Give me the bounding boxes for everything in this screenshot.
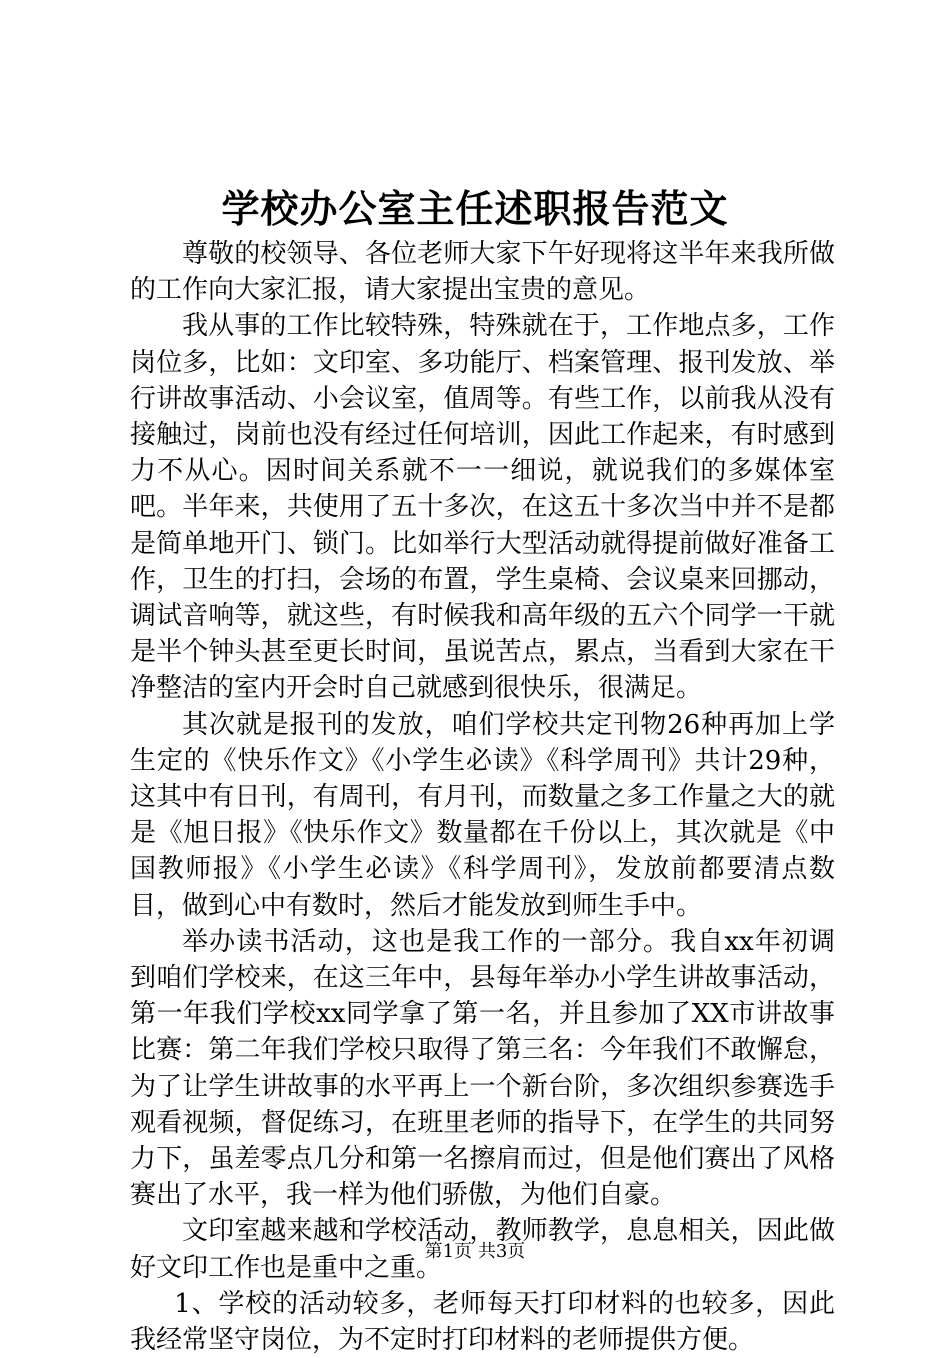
document-body (130, 236, 835, 1358)
paragraph-newspaper-distribution: 其次就是报刊的发放，咱们学校共定刊物26种再加上学生定的《快乐作文》《小学生必读》《科学周刊》共计29种，这其中有日刊，有周刊，有月刊，而数量之多工作量之大的就是《旭日报》《快乐作文》数量都在千份以上，其次就是《中国教师报》《小学生必读》《科学周刊》，发放前都要清点数目，做到心中有数时，然后才能发放到师生手中。 (130, 709, 835, 921)
document-title: 学校办公室主任述职报告范文 (221, 186, 729, 231)
paragraph-work-overview: 我从事的工作比较特殊，特殊就在于，工作地点多，工作岗位多，比如：文印室、多功能厅、档案管理、报刊发放、举行讲故事活动、小会议室，值周等。有些工作，以前我从没有接触过，岗前也没有经过任何培训，因此工作起来，有时感到力不从心。因时间关系就不一一细说，就说我们的多媒体室吧。半年来，共使用了五十多次，在这五十多次当中并不是都是简单地开门、锁门。比如举行大型活动就得提前做好准备工作，卫生的打扫，会场的布置，学生桌椅、会议桌来回挪动，调试音响等，就这些，有时候我和高年级的五六个同学一干就是半个钟头甚至更长时间，虽说苦点，累点，当看到大家在干净整洁的室内开会时自己就感到很快乐，很满足。 (130, 311, 835, 704)
page-footer: 第1页 共3页 (424, 1241, 526, 1262)
paragraph-reading-activities: 举办读书活动，这也是我工作的一部分。我自xx年初调到咱们学校来，在这三年中，县每年举办小学生讲故事活动，第一年我们学校xx同学拿了第一名，并且参加了XX市讲故事比赛：第二年我们学校只取得了第三名：今年我们不敢懈怠，为了让学生讲故事的水平再上一个新台阶，多次组织参赛选手观看视频，督促练习，在班里老师的指导下，在学生的共同努力下，虽差零点几分和第一名擦肩而过，但是他们赛出了风格赛出了水平，我一样为他们骄傲，为他们自豪。 (130, 926, 835, 1211)
paragraph-item-1: 1、学校的活动较多，老师每天打印材料的也较多，因此我经常坚守岗位，为不定时打印材料的老师提供方便。 (130, 1288, 835, 1356)
paragraph-greeting: 尊敬的校领导、各位老师大家下午好现将这半年来我所做的工作向大家汇报，请大家提出宝贵的意见。 (130, 239, 835, 306)
paragraph-print-room: 文印室越来越和学校活动，教师教学，息息相关，因此做好文印工作也是重中之重。 (130, 1216, 835, 1283)
